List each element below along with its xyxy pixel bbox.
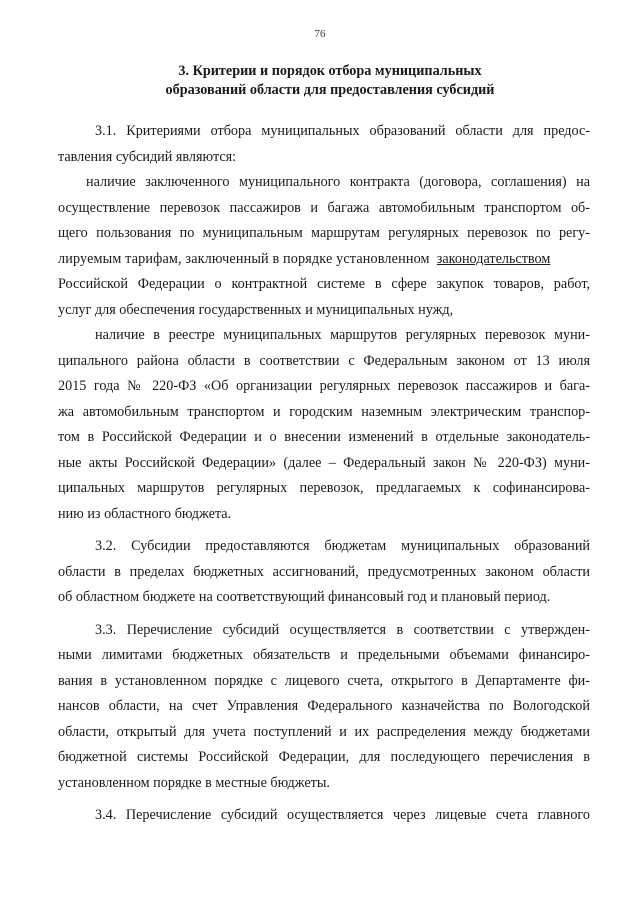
text-line: области в пределах бюджетных ассигнований, предусмотренных законом области (58, 563, 590, 580)
text-line: установленном порядке в местные бюджеты. (58, 774, 330, 791)
text-line: области, открытый для учета поступлений и их распределения между бюджетами (58, 723, 590, 740)
text-line: об областном бюджете на соответствующий финансовый год и плановый период. (58, 589, 551, 605)
text-line: вания в установленном порядке с лицевого счета, открытого в Департаменте фи- (58, 672, 590, 689)
text-line: нансов области, на счет Управления Федерального казначейства по Вологодской (58, 698, 590, 714)
legislation-link[interactable]: законодательством (436, 250, 551, 267)
text-line: осуществление перевозок пассажиров и багажа автомобильным транспортом об- (58, 199, 590, 216)
text-line: наличие заключенного муниципального контракта (договора, соглашения) на (86, 174, 590, 190)
heading-line-2: образований области для предоставления субсидий (165, 82, 495, 98)
text-line: том в Российской Федерации и о внесении изменений в отдельные законодатель- (58, 429, 590, 445)
text-line: ными лимитами бюджетных обязательств и предельными объемами финансиро- (58, 647, 590, 663)
text-line: тавления субсидий являются: (58, 148, 237, 165)
text-line (58, 247, 590, 273)
text-fragment: лируемым тарифам, заключенный в порядке установленном (58, 250, 430, 267)
text-line: нию из областного бюджета. (58, 505, 232, 522)
text-line: 3.2. Субсидии предоставляются бюджетам муниципальных образований (95, 538, 590, 554)
section-heading (70, 62, 590, 100)
page-number: 76 (314, 28, 326, 40)
text-line: Российской Федерации о контрактной системе в сфере закупок товаров, работ, (58, 276, 590, 292)
text-line: бюджетной системы Российской Федерации, для последующего перечисления в (58, 749, 590, 765)
document-body (58, 119, 590, 829)
text-line: ные акты Российской Федерации» (далее – Федеральный закон № 220-ФЗ) муни- (58, 454, 590, 471)
text-line: ципального района области в соответствии с Федеральным законом от 13 июля (58, 352, 590, 369)
text-line: 3.4. Перечисление субсидий осуществляется через лицевые счета главного (95, 807, 590, 823)
text-line: 2015 года № 220-ФЗ «Об организации регулярных перевозок пассажиров и бага- (58, 378, 590, 394)
heading-line-1: 3. Критерии и порядок отбора муниципальных (178, 63, 482, 79)
text-line: услуг для обеспечения государственных и муниципальных нужд, (58, 301, 454, 318)
text-line: жа автомобильным транспортом и городским наземным электрическим транспор- (58, 403, 590, 420)
text-line: 3.1. Критериями отбора муниципальных образований области для предос- (95, 123, 590, 139)
text-line: 3.3. Перечисление субсидий осуществляется в соответствии с утвержден- (95, 621, 590, 638)
text-line: ципальных маршрутов регулярных перевозок, предлагаемых к софинансирова- (58, 480, 590, 496)
text-line: наличие в реестре муниципальных маршрутов регулярных перевозок муни- (95, 327, 590, 343)
text-line: щего пользования по муниципальным маршрутам регулярных перевозок по регу- (58, 225, 590, 241)
